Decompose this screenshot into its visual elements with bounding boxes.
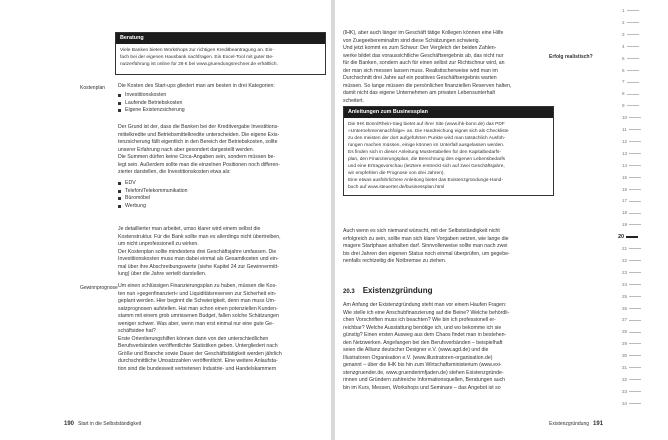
box-line: fach bei der eigenen Hausbank nachfragen. Ein Excel-Tool mit guter Be- (120, 55, 274, 60)
chapter-tab-4: 4 (622, 44, 639, 49)
text-line: rinnen und Gründern zahlreiche Informationsquellen, Beratungen auch (343, 377, 506, 383)
margin-note-erfolg: Erfolg realistisch? (549, 54, 593, 60)
chapter-tab-13: 13 (622, 151, 641, 156)
chapter-tab-6: 6 (622, 68, 639, 73)
text-line: durchschnittliche Umsatzzahlen veröffentlicht. Eine weitere Anlaufsta- (118, 358, 278, 364)
chapter-tab-3: 3 (622, 32, 639, 37)
bullet-icon (118, 102, 121, 105)
text-line: tion sind die bundesweit vertretenen Industrie- und Handelskammern (118, 365, 277, 372)
box-line: »Unternehmensnachfolge« an. Die Handreichung eignet sich als Checkliste (348, 129, 509, 134)
list-item-label: Werbung (125, 202, 146, 209)
text-line: Je detaillierter man arbeitet, umso klarer wird einem selbst die (118, 226, 261, 232)
text-line: (IHK), aber auch länger im Geschäft tätige Kollegen können eine Hilfe (343, 30, 504, 36)
chapter-tab-20: 20 (618, 234, 638, 240)
text-line: lung) über die Jahre verteilt darstellen. (118, 271, 207, 277)
bullet-icon (118, 190, 121, 193)
text-line: chen Vorschriften muss ich beachten? Wie bin ich professionell er- (343, 317, 496, 323)
list-item-label: Laufende Betriebskosten (125, 99, 183, 106)
text-line: unserer Erfahrung nach aber gesondert dargestellt werden. (118, 146, 255, 153)
text-line: schäftsidee hat? (118, 328, 156, 334)
text-line: nenfalls rechtzeitig die Notbremse zu ziehen. (343, 258, 447, 264)
bullet-icon (118, 94, 121, 97)
text-line: Der Grund ist der, dass die Banken bei der Kreditvergabe Investitions- (118, 124, 279, 130)
text-line: Illustratoren Organisation e.V. (www.illustratoren-organisation.de) (343, 354, 493, 361)
box-line: Die IHK Bonn/Rhein-Sieg bietet auf ihrer Site (www.ihk-bonn.de) das PDF (348, 122, 505, 127)
chapter-tab-17: 17 (622, 198, 641, 203)
text-line: mittelkredite und Betriebsmittelkredite unterscheiden. Die eigene Exis- (118, 131, 280, 138)
paragraph-gewinnprognose (118, 283, 326, 373)
text-line: Investitionskosten muss man dabei einmal als Gesamtkosten und ein- (118, 256, 279, 262)
box-line: rungen machen müssen, einige können im Unterfall ausgelassen werden. (348, 143, 505, 148)
bullet-icon (118, 205, 121, 208)
bullet-icon (118, 197, 121, 200)
text-line: geplant werden. Hier beginnt die Schwierigkeit, denn man muss Um- (118, 298, 276, 304)
text-line: satzprognosen aufstellen. Hat man schon einen potenziellen Kunden- (118, 305, 278, 312)
box-line: Es finden sich in dieser Anleitung Mustertabellen für den Kapitalbedarfs- (348, 150, 502, 155)
running-head-right: Existenzgründung (549, 421, 590, 427)
list-item-label: EDV (125, 180, 136, 186)
box-line: zu den meisten der dort aufgeführten Punkte wird man tatsächlich Ausfüh- (348, 136, 506, 141)
paragraph-kreditvergabe (118, 124, 326, 177)
chapter-tab-29: 29 (622, 341, 641, 346)
list-item (118, 195, 326, 203)
chapter-tab-34: 34 (622, 401, 641, 406)
text-line: damit nicht das eigene Unternehmen am privaten Lebensunterhalt (343, 90, 495, 96)
chapter-tab-9: 9 (622, 103, 639, 108)
box-line: plan, den Finanzierungsplan, die Berechnung des eigenen Lebensbedarfs (348, 157, 506, 162)
chapter-tab-33: 33 (622, 389, 641, 394)
text-line: Auch wenn es sich niemand wünscht, mit der Selbstständigkeit nicht (343, 228, 500, 234)
text-line: von Zuegeebereminaltm sind diese Schätzungen schwierig. (343, 37, 480, 44)
chapter-tab-5: 5 (622, 56, 639, 61)
text-line: Und jetzt kommt es zum Schwur: Der Vergleich der beiden Zahlen- (343, 45, 497, 51)
chapter-tab-22: 22 (622, 258, 641, 263)
running-head-left: Start in die Selbstständigkeit (78, 421, 142, 427)
text-line: Um einen schlüssigen Finanzierungsplan zu haben, müssen die Kos- (118, 283, 277, 289)
businessplan-box (343, 106, 554, 196)
chapter-tab-16: 16 (622, 187, 641, 192)
text-line: Durchschnitt drei Jahre auf ein positives Geschäftsergebnis warten (343, 75, 497, 81)
chapter-tab-1: 1 (622, 8, 639, 13)
text-line: werke bildet das voraussichtliche Geschäftsergebnis ab, das nicht nur (343, 52, 504, 59)
text-line: bin im Kurs, Messen, Workshops und Seminare – das Angebot ist so (343, 384, 501, 391)
text-line: Kostenstruktur. Für die Bank sollte man es allerdings nicht übertreiben, (118, 233, 281, 240)
page-number-left: 190 (64, 421, 75, 427)
text-line: Die Kosten des Start-ups gliedert man am besten in drei Kategorien: (118, 83, 275, 89)
text-line: mal über ihre Abschreibungswerte (siehe Kapitel 24 zur Gewinnermitt- (118, 263, 279, 270)
box-line: und eine Ertragsvorschau (letztere erstreckt sich auf zwei Geschäftsjahre, (348, 164, 505, 169)
text-line: scheitert. (343, 97, 365, 104)
paragraph-startphase (343, 228, 551, 266)
text-line: der man sich messen lassen muss. Realistischerweise wird man im (343, 67, 498, 74)
text-line: weniger schwer. Was aber, wenn man erst einmal nur eine gute Ge- (118, 320, 274, 327)
chapter-tab-28: 28 (622, 329, 641, 334)
intro-paragraph (118, 83, 326, 91)
box-line: wir empfehlen die Prognose von drei Jahren). (348, 171, 445, 176)
beratung-box-title: Beratung (116, 33, 325, 44)
box-line: Eine etwas ausführlichere Anleitung bietet das Existenzgründungs-Hand- (348, 178, 503, 183)
businessplan-box-body (344, 118, 553, 194)
businessplan-box-title: Anleitungen zum Businessplan (344, 107, 553, 118)
page-number-right: 191 (593, 421, 604, 427)
section-heading (343, 286, 432, 295)
left-footer (60, 421, 141, 427)
list-item-label: Investitionskosten (125, 92, 167, 98)
chapter-tab-18: 18 (622, 210, 641, 215)
chapter-tab-30: 30 (622, 353, 641, 358)
chapter-tab-27: 27 (622, 317, 641, 322)
chapter-tab-2: 2 (622, 20, 639, 25)
text-line: seien die Allianz deutscher Designer e.V. (www.agd.de) und die (343, 347, 489, 353)
cost-categories-list (118, 92, 326, 115)
text-line: tenzsicherung fällt eigentlich in den Bereich der Betriebskosten, sollte (118, 139, 278, 145)
chapter-tab-7: 7 (622, 79, 639, 84)
box-line: Viele Banken bieten Workshops zur richtigen Kreditbeantragung an. Ein- (120, 48, 274, 53)
text-line: reichbar? Welche Ausstattung benötige ich, und wo bekomme ich sie (343, 324, 502, 331)
list-item (118, 188, 326, 196)
beratung-box (115, 32, 326, 75)
chapter-tab-25: 25 (622, 294, 641, 299)
text-line: zierter darstellen, die Investitionskosten etwa als: (118, 169, 231, 175)
margin-note-gewinnprognose: Gewinnprognose (80, 285, 118, 291)
text-line: Der Kostenplan sollte mindestens drei Geschäftsjahre umfassen. Die (118, 248, 277, 255)
chapter-thumb-index (614, 0, 668, 440)
text-line: ten nun »gegenfinanziert« und Liquiditätsreserven zur Sicherheit ein- (118, 290, 277, 297)
text-line: Erste Orientierungshilfen können dann von den unterschiedlichen (118, 335, 269, 342)
list-item-label: Eigene Existenzsicherung (125, 107, 185, 113)
text-line: erfolgreich zu sein, sollte man sich klare Vorgaben setzen, wie lange die (343, 235, 509, 242)
list-item (118, 100, 326, 108)
list-item (118, 107, 326, 115)
beratung-box-body (116, 44, 325, 71)
chapter-tab-12: 12 (622, 139, 641, 144)
text-line: legt sein. Außerdem sollte man die einzelnen Positionen noch differen- (118, 161, 280, 168)
chapter-tab-14: 14 (622, 163, 641, 168)
text-line: Berufsverbänden veröffentlichte Statistiken geben. Untergliedert nach (118, 343, 278, 349)
section-title: Existenzgründung (362, 286, 433, 295)
list-item (118, 92, 326, 100)
box-line: buch auf www.steuerter.de/businessplan.html (348, 185, 445, 190)
paragraph-schwur (343, 30, 551, 105)
text-line: für die Banken, sondern auch für einen selbst zur Richtschnur wird, an (343, 60, 505, 66)
paragraph-existenzgruendung (343, 302, 551, 392)
chapter-tab-10: 10 (622, 115, 641, 120)
text-line: stamm mit einem grob umrissenen Budget, fallen solche Schätzungen (118, 313, 279, 319)
chapter-tab-24: 24 (622, 282, 641, 287)
chapter-tab-8: 8 (622, 91, 639, 96)
bullet-icon (118, 182, 121, 185)
text-line: um nicht unprofessionell zu wirken. (118, 241, 199, 247)
list-item (118, 203, 326, 211)
text-line: stenzgruender.de, www.gruenderimfjaden.de) stehen Existenzgründe- (343, 369, 504, 376)
chapter-tab-26: 26 (622, 306, 641, 311)
text-line: bis drei Jahren den eigenen Status noch einmal überprüfen, um gegebe- (343, 250, 510, 257)
text-line: Am Anfang der Existenzgründung steht man vor einem Haufen Fragen: (343, 302, 507, 308)
text-line: müssen. So lange müssen die persönlichen finanziellen Reserven halten, (343, 82, 512, 89)
left-page (0, 0, 331, 440)
chapter-tab-31: 31 (622, 365, 641, 370)
chapter-tab-19: 19 (622, 222, 641, 227)
chapter-tab-23: 23 (622, 270, 641, 275)
chapter-tab-21: 21 (622, 246, 641, 251)
chapter-tab-11: 11 (622, 127, 641, 132)
list-item-label: Telefon/Telekommunikation (125, 187, 188, 194)
chapter-tab-15: 15 (622, 175, 641, 180)
bullet-icon (118, 109, 121, 112)
text-line: den Netzwerken. Angefangen bei den Berufsverbänden – beispielhaft (343, 339, 503, 346)
paragraph-kostenplan (118, 226, 326, 279)
investment-cost-list (118, 180, 326, 210)
text-line: Wie stelle ich eine Anschubfinanzierung auf die Beine? Welche behördli- (343, 309, 510, 316)
text-line: genannt – über die IHK bis hin zum Wirtschaftsministerium (www.exi- (343, 362, 502, 368)
text-line: Größe und Branche sowie Dauer der Geschäftstätigkeit werden jährlich (118, 350, 282, 357)
chapter-tab-32: 32 (622, 377, 641, 382)
section-number: 20.3 (343, 289, 355, 295)
right-footer (549, 421, 607, 427)
list-item (118, 180, 326, 188)
text-line: Die Summen dürfen keine Circa-Angaben sein, sondern müssen be- (118, 154, 276, 160)
margin-note-kostenplan: Kostenplan (80, 85, 106, 91)
list-item-label: Büromöbel (125, 195, 151, 201)
box-line: nutzerführung ist online für 29 € bei www.gruendungsrechner.de erhältlich. (120, 62, 278, 67)
text-line: magere Startphase anhalten darf. Sinnvollerweise sollte man nach zwei (343, 243, 508, 249)
text-line: günstig? Einen ersten Ausweg aus dem Chaos findet man in bestehen- (343, 332, 507, 338)
